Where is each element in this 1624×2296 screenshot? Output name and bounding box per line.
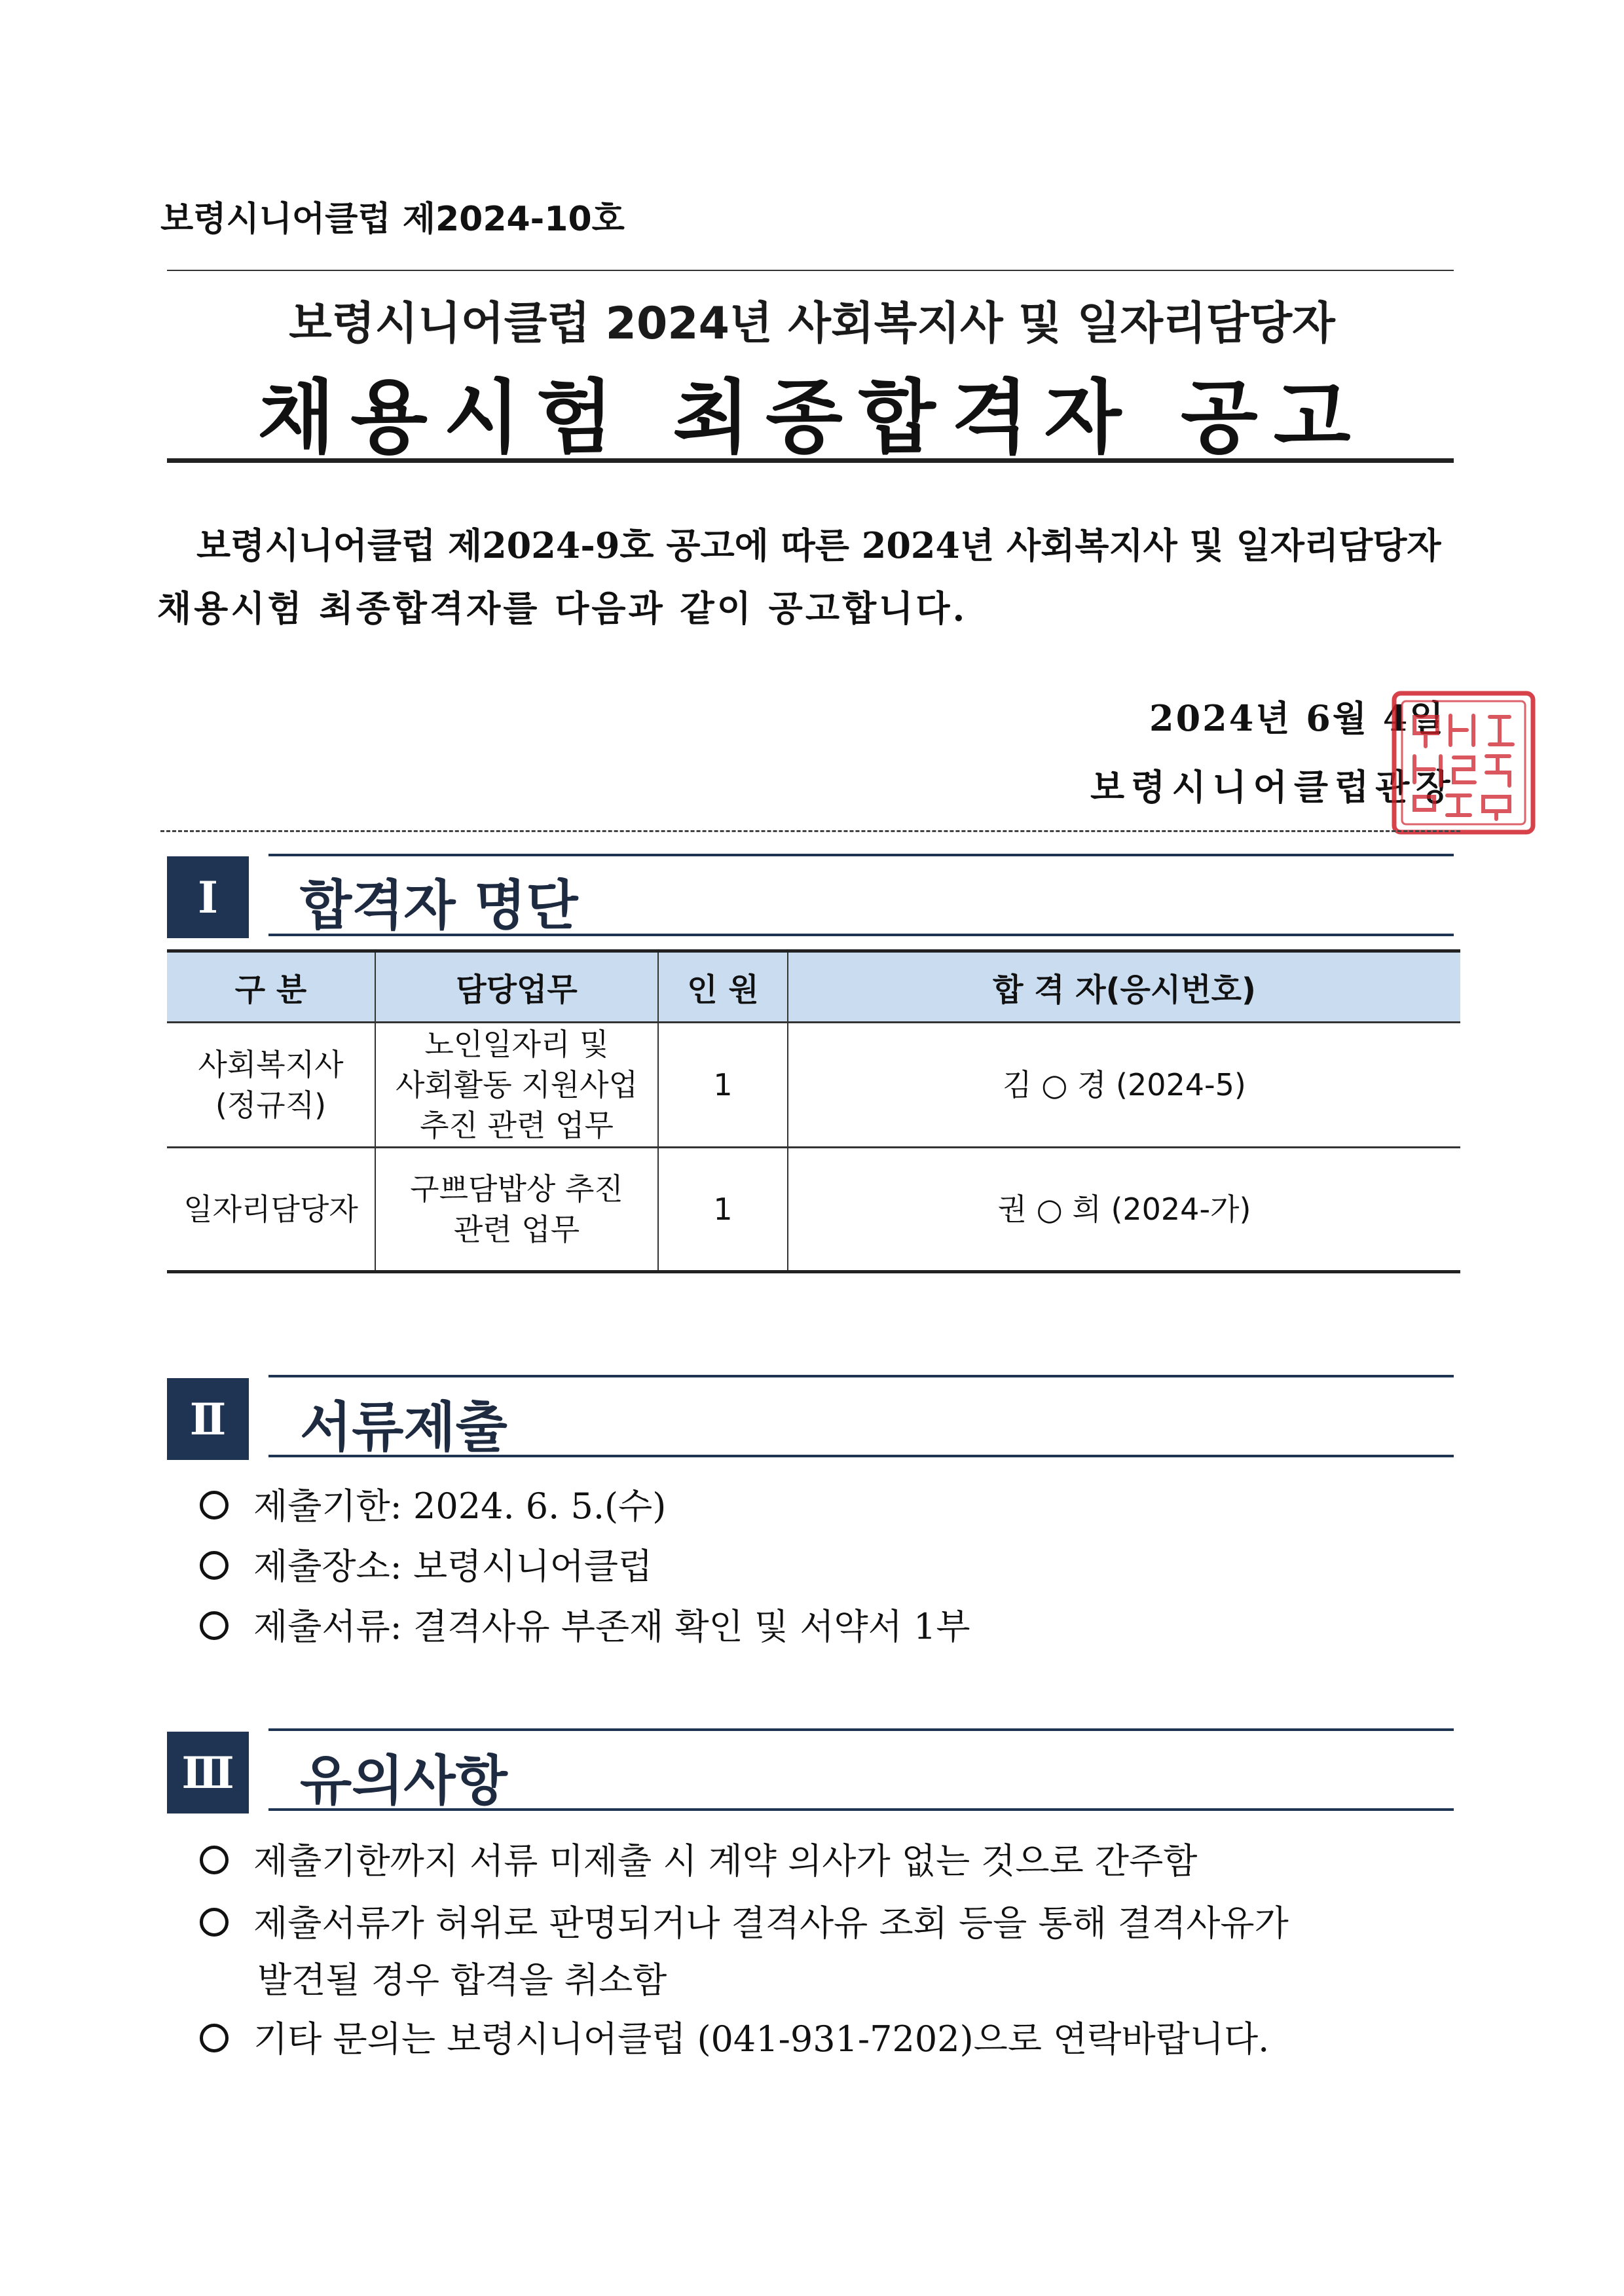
duty-text: 추진 관련 업무: [420, 1108, 614, 1143]
list-item: [200, 1833, 1197, 1884]
passers-table: [167, 949, 1460, 1273]
section-1-number: Ⅰ: [167, 856, 249, 938]
category-cell: [167, 1023, 375, 1148]
circle-bullet-icon: [200, 2024, 229, 2052]
duty-text: 노인일자리 및: [424, 1027, 609, 1062]
category-text: 사회복지사: [198, 1047, 344, 1082]
intro-line-1: 보령시니어클럽 제2024-9호 공고에 따른 2024년 사회복지사 및 일자리담당자: [196, 524, 1441, 566]
duty-text: 사회활동 지원사업: [395, 1067, 638, 1102]
column-header-count: 인 원: [658, 951, 788, 1023]
announcement-date: 2024년 6월 4일: [1149, 697, 1446, 739]
list-item-text: 제출장소: 보령시니어클럽: [253, 1546, 653, 1587]
table-row: [167, 1148, 1460, 1272]
list-item: [200, 1895, 1289, 1946]
passer-cell: 김 ○ 경 (2024-5): [788, 1023, 1460, 1148]
list-item-text: 제출서류: 결격사유 부존재 확인 및 서약서 1부: [253, 1606, 970, 1647]
section-3-number: Ⅲ: [167, 1732, 249, 1813]
count-cell: 1: [658, 1023, 788, 1148]
column-header-duty: 담당업무: [375, 951, 658, 1023]
section-2-top-rule: [268, 1375, 1454, 1377]
section-1-bottom-rule: [268, 934, 1454, 936]
section-2-bottom-rule: [268, 1455, 1454, 1457]
signature: 보령시니어클럽관장: [1090, 766, 1457, 808]
page-title: 채용시험 최종합격자 공고: [257, 371, 1367, 464]
title-line-1: 보령시니어클럽 2024년 사회복지사 및 일자리담당자: [289, 298, 1335, 350]
section-1-heading: 합격자 명단: [300, 875, 578, 937]
list-item-text: 제출기한까지 서류 미제출 시 계약 의사가 없는 것으로 간주함: [253, 1840, 1198, 1882]
column-header-passer: 합 격 자(응시번호): [788, 951, 1460, 1023]
duty-cell: [375, 1023, 658, 1148]
intro-paragraph: [157, 514, 1467, 640]
section-3-top-rule: [268, 1728, 1454, 1731]
circle-bullet-icon: [200, 1551, 229, 1580]
column-header-category: 구 분: [167, 951, 375, 1023]
circle-bullet-icon: [200, 1908, 229, 1937]
list-item-continuation: 발견될 경우 합격을 취소함: [257, 1959, 667, 2001]
circle-bullet-icon: [200, 1491, 229, 1520]
list-item: [200, 2011, 1269, 2062]
section-3-bottom-rule: [268, 1808, 1454, 1811]
document-number: 보령시니어클럽 제2024-10호: [160, 200, 625, 239]
list-item: [200, 1599, 970, 1649]
circle-bullet-icon: [200, 1846, 229, 1874]
list-item: [200, 1539, 652, 1589]
official-seal-stamp: [1385, 684, 1542, 841]
list-item-text: 제출서류가 허위로 판명되거나 결격사유 조회 등을 통해 결격사유가: [253, 1903, 1289, 1944]
list-item-text: 기타 문의는 보령시니어클럽 (041-931-7202)으로 연락바랍니다.: [253, 2018, 1270, 2060]
duty-cell: [375, 1148, 658, 1272]
section-3-heading: 유의사항: [300, 1750, 507, 1812]
passer-cell: 권 ○ 희 (2024-가): [788, 1148, 1460, 1272]
table-row: [167, 1023, 1460, 1148]
count-cell: 1: [658, 1148, 788, 1272]
category-cell: 일자리담당자: [167, 1148, 375, 1272]
circle-bullet-icon: [200, 1611, 229, 1640]
table-header-row: [167, 951, 1460, 1023]
duty-text: 구쁘담밥상 추진: [410, 1171, 623, 1207]
title-underline: [167, 458, 1454, 463]
section-2-heading: 서류제출: [300, 1396, 507, 1459]
section-1-top-rule: [268, 854, 1454, 856]
list-item-text: 제출기한: 2024. 6. 5.(수): [253, 1485, 667, 1527]
section-2-number: Ⅱ: [167, 1378, 249, 1460]
intro-line-2: 채용시험 최종합격자를 다음과 같이 공고합니다.: [157, 587, 968, 629]
dashed-divider: [160, 830, 1460, 832]
category-subtext: (정규직): [215, 1087, 327, 1123]
duty-text: 관련 업무: [453, 1212, 580, 1247]
list-item: [200, 1478, 666, 1529]
divider: [167, 270, 1454, 271]
